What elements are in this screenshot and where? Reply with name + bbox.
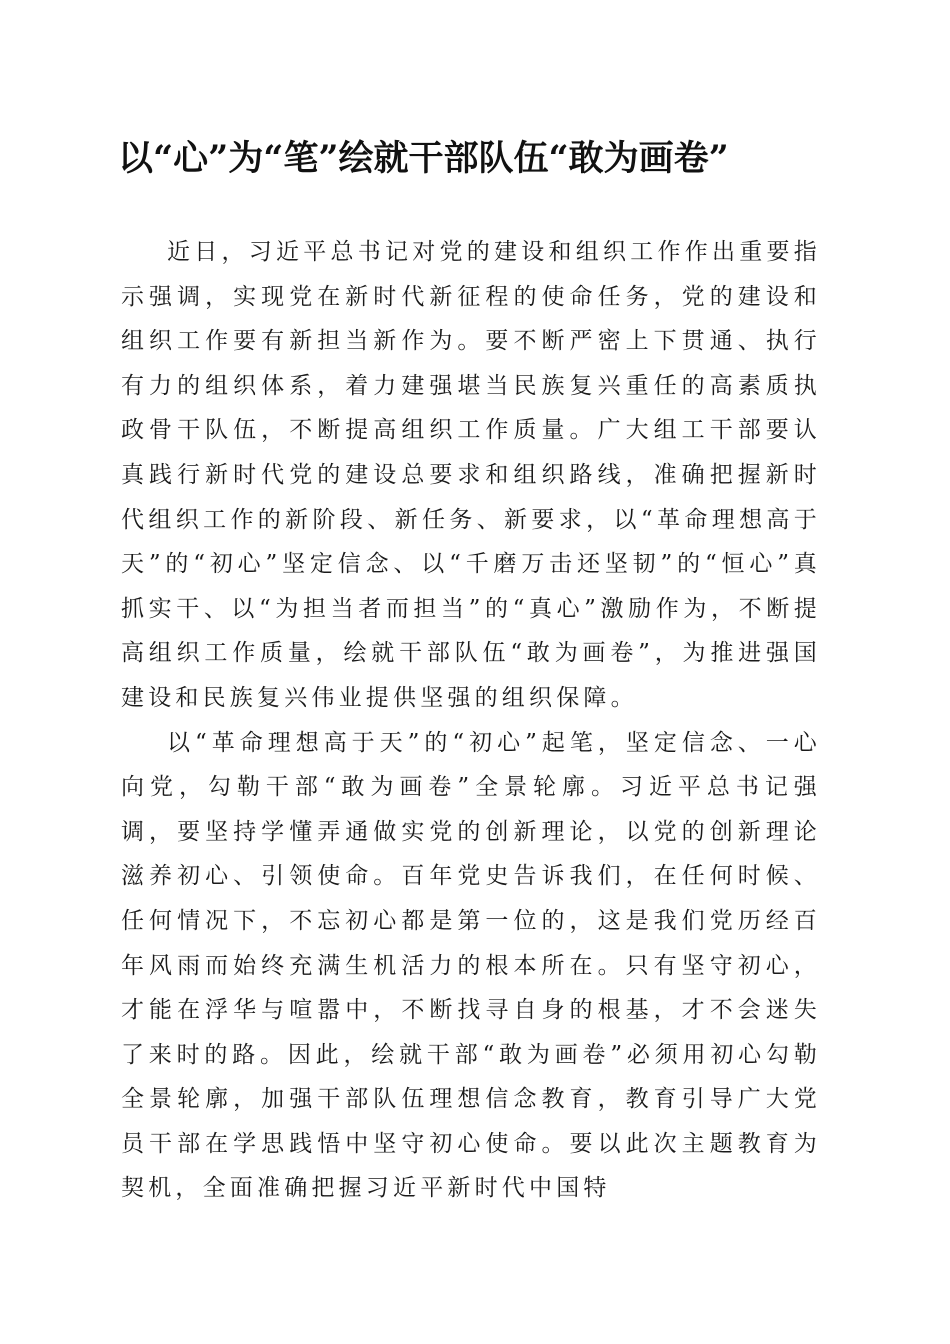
body-paragraph-1: 近日，习近平总书记对党的建设和组织工作作出重要指示强调，实现党在新时代新征程的使命任务，党的建设和组织工作要有新担当新作为。要不断严密上下贯通、执行有力的组织体系，着力建强堪当民族复兴重任的高素质执政骨干队伍，不断提高组织工作质量。广大组工干部要认真践行新时代党的建设总要求和组织路线，准确把握新时代组织工作的新阶段、新任务、新要求，以“革命理想高于天”的“初心”坚定信念、以“千磨万击还坚韧”的“恒心”真抓实干、以“为担当者而担当”的“真心”激励作为，不断提高组织工作质量，绘就干部队伍“敢为画卷”，为推进强国建设和民族复兴伟业提供坚强的组织保障。 <box>121 239 821 711</box>
body-paragraph-2: 以“革命理想高于天”的“初心”起笔，坚定信念、一心向党，勾勒干部“敢为画卷”全景轮廓。习近平总书记强调，要坚持学懂弄通做实党的创新理论，以党的创新理论滋养初心、引领使命。百年党史告诉我们，在任何时候、任何情况下，不忘初心都是第一位的，这是我们党历经百年风雨而始终充满生机活力的根本所在。只有坚守初心，才能在浮华与喧嚣中，不断找寻自身的根基，才不会迷失了来时的路。因此，绘就干部“敢为画卷”必须用初心勾勒全景轮廓，加强干部队伍理想信念教育，教育引导广大党员干部在学思践悟中坚守初心使命。要以此次主题教育为契机，全面准确把握习近平新时代中国特 <box>121 729 821 1202</box>
document-title: 以“心”为“笔”绘就干部队伍“敢为画卷” <box>118 138 729 179</box>
document-body <box>121 230 821 1211</box>
